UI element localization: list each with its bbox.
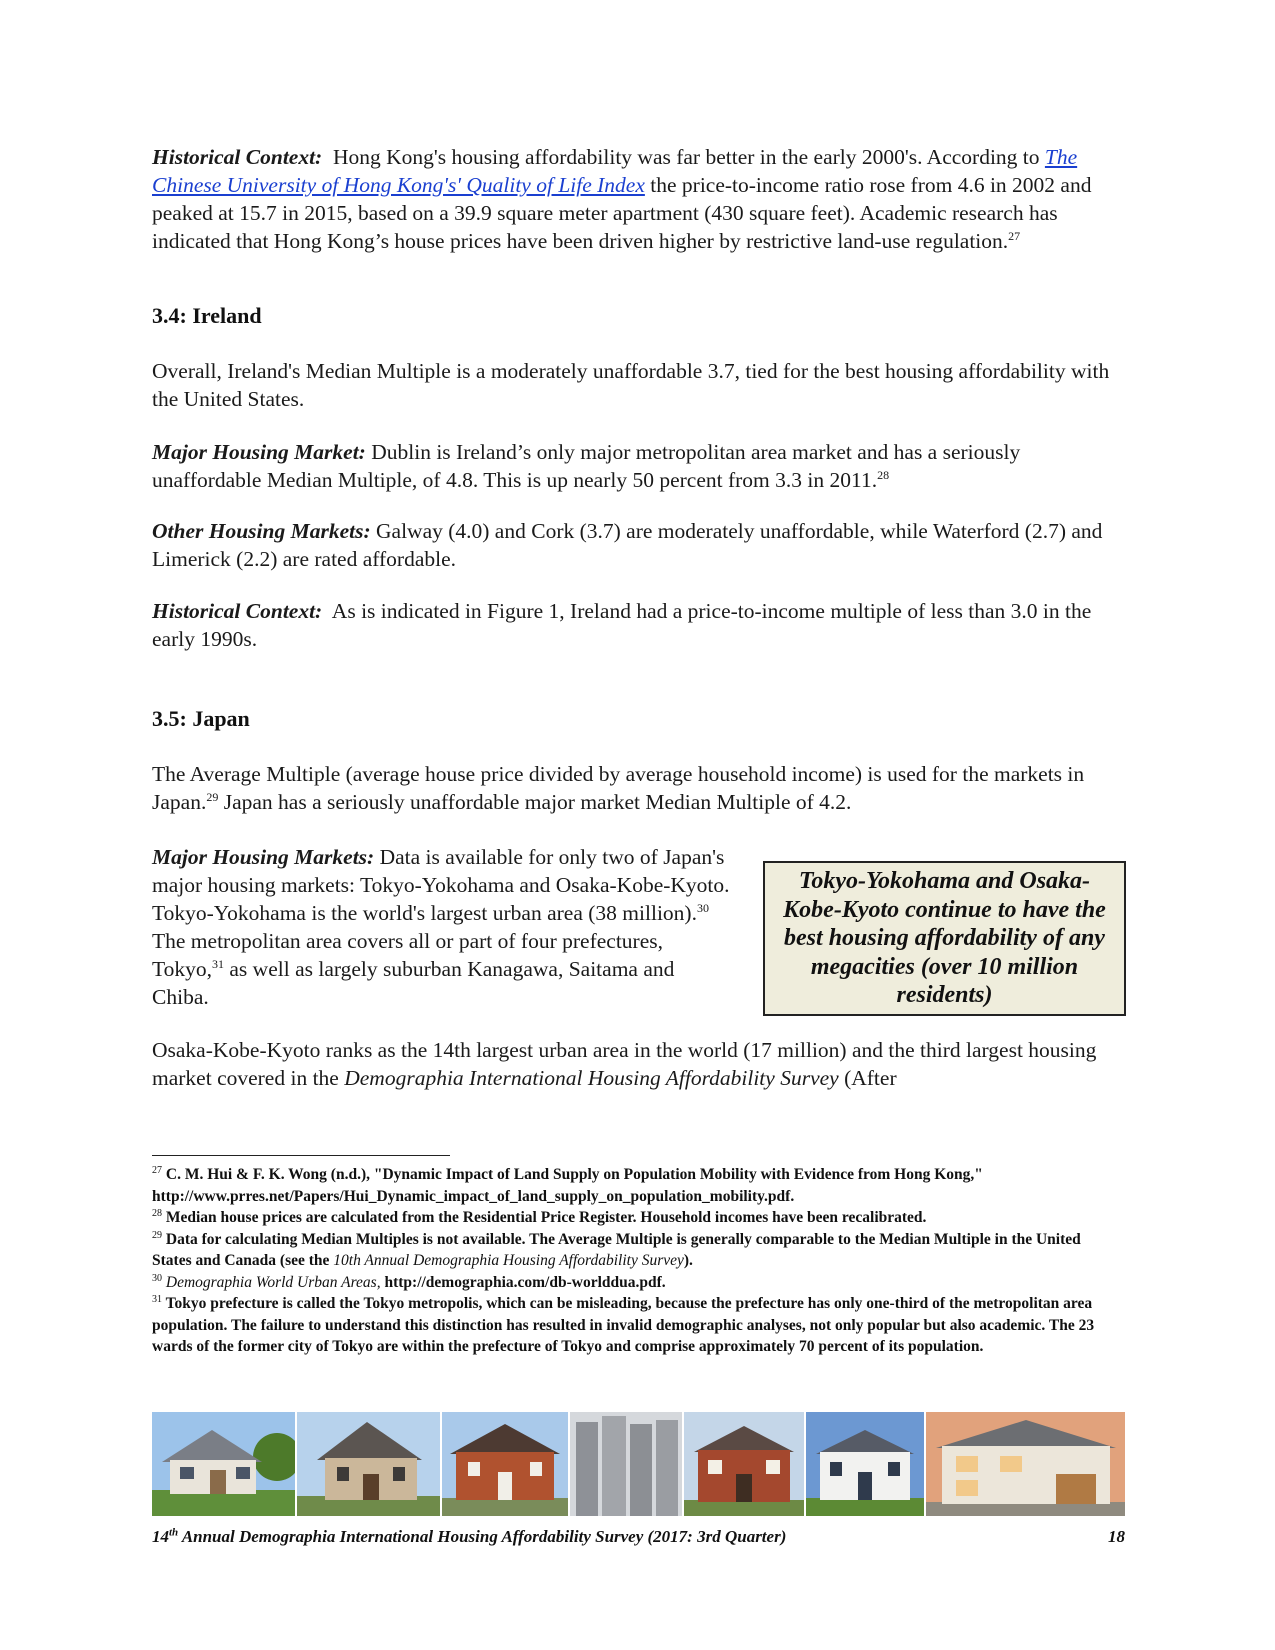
ireland-major-lead: Major Housing Market: <box>152 440 366 464</box>
footnote-text-end: ). <box>683 1252 693 1269</box>
section-heading-japan: 3.5: Japan <box>152 706 250 731</box>
footnote-italic-title: 10th Annual Demographia Housing Affordability Survey <box>333 1252 684 1269</box>
hk-historical-text2: the price-to-income ratio rose from 4.6 in 2002 and peaked at 15.7 in 2015, based on a 39.9 square meter apartment (430 square feet). Academic research has indicated that Hong Kong’s house prices have been driven higher by restrictive land-use regulation. <box>152 173 1092 253</box>
footnote-text: Tokyo prefecture is called the Tokyo metropolis, which can be misleading, because the prefecture has only one-third of the metropolitan area population. The failure to understand this distinction has resulted in invalid demographic analyses, not only popular but also academic. The 23 wards of the former city of Tokyo are within the prefecture of Tokyo and comprise approximately 70 percent of its population. <box>152 1295 1095 1355</box>
ireland-major-market-paragraph <box>152 438 1122 494</box>
ireland-historical-paragraph <box>152 597 1122 653</box>
footnote-number: 29 <box>152 1229 162 1241</box>
footer-edition: 14 <box>152 1527 169 1546</box>
page-number: 18 <box>1108 1527 1125 1546</box>
ireland-other-lead: Other Housing Markets: <box>152 519 371 543</box>
footnote-31 <box>152 1293 1122 1358</box>
japan-avg-text2: Japan has a seriously unaffordable major market Median Multiple of 4.2. <box>223 790 852 814</box>
footnote-ref-27[interactable]: 27 <box>1008 228 1021 243</box>
ireland-other-markets-paragraph <box>152 517 1122 573</box>
footnote-divider <box>152 1155 450 1156</box>
footnote-text: Median house prices are calculated from the Residential Price Register. Household incomes have been recalibrated. <box>165 1209 927 1226</box>
callout-text: Tokyo-Yokohama and Osaka-Kobe-Kyoto continue to have the best housing affordability of any megacities (over 10 million residents) <box>783 868 1106 1009</box>
footer-edition-suffix: th <box>169 1526 179 1539</box>
osaka-text1: Osaka-Kobe-Kyoto ranks as the 14th largest urban area in the world (17 million) and the third largest housing market covered in the <box>152 1038 1097 1090</box>
footnote-url: http://demographia.com/db-worlddua.pdf. <box>384 1273 666 1291</box>
ireland-hist-text: As is indicated in Figure 1, Ireland had a price-to-income multiple of less than 3.0 in the early 1990s. <box>152 599 1092 651</box>
footnote-28 <box>152 1207 1122 1229</box>
footnote-27 <box>152 1164 1122 1207</box>
osaka-text2: (After <box>844 1066 897 1090</box>
japan-major-lead: Major Housing Markets: <box>152 845 375 869</box>
japan-avg-text1: The Average Multiple (average house price divided by average household income) is used for the markets in Japan. <box>152 762 1085 814</box>
footer-title <box>152 1527 786 1547</box>
house-photo-7 <box>926 1412 1125 1516</box>
hk-historical-paragraph <box>152 143 1122 255</box>
house-photo-6 <box>806 1412 924 1516</box>
survey-title: Demographia International Housing Affordability Survey <box>344 1066 839 1090</box>
footnote-italic-title: Demographia World Urban Areas, <box>165 1273 381 1291</box>
footnote-number: 27 <box>152 1164 162 1176</box>
footnote-ref-28[interactable]: 28 <box>877 467 890 482</box>
footer-title-text: Annual Demographia International Housing Affordability Survey (2017: 3rd Quarter) <box>181 1527 787 1546</box>
footnote-ref-31[interactable]: 31 <box>212 956 225 971</box>
house-photo-4 <box>570 1412 682 1516</box>
page-footer <box>152 1527 1125 1551</box>
footnote-number: 30 <box>152 1272 162 1284</box>
footnote-number: 28 <box>152 1207 162 1219</box>
footnote-number: 31 <box>152 1293 162 1305</box>
footnote-30 <box>152 1272 1122 1294</box>
section-heading-ireland: 3.4: Ireland <box>152 303 262 328</box>
japan-average-multiple-paragraph <box>152 760 1122 816</box>
house-photo-1 <box>152 1412 295 1516</box>
japan-major-text1: Data is available for only two of Japan's major housing markets: Tokyo-Yokohama and Osaka-Kobe-Kyoto. Tokyo-Yokohama is the world's largest urban area (38 million). <box>152 845 730 925</box>
footnotes <box>152 1164 1122 1358</box>
footnote-29 <box>152 1229 1122 1272</box>
osaka-paragraph <box>152 1036 1122 1092</box>
footnote-text: Data for calculating Median Multiples is not available. The Average Multiple is generally comparable to the Median Multiple in the United States and Canada (see the <box>152 1230 1081 1269</box>
hk-historical-lead: Historical Context: <box>152 145 323 169</box>
japan-major-text2: The metropolitan area covers all or part of four prefectures, Tokyo, <box>152 929 663 981</box>
hk-historical-text1: Hong Kong's housing affordability was far better in the early 2000's. According to <box>332 145 1040 169</box>
quality-of-life-index-link[interactable]: The Chinese University of Hong Kong's' Quality of Life Index <box>152 145 1078 197</box>
japan-major-text3: as well as largely suburban Kanagawa, Saitama and Chiba. <box>152 957 675 1009</box>
house-photo-2 <box>297 1412 440 1516</box>
ireland-overall-paragraph: Overall, Ireland's Median Multiple is a moderately unaffordable 3.7, tied for the best housing affordability with the United States. <box>152 359 1110 411</box>
ireland-major-text: Dublin is Ireland’s only major metropolitan area market and has a seriously unaffordable Median Multiple, of 4.8. This is up nearly 50 percent from 3.3 in 2011. <box>152 440 1021 492</box>
house-photo-3 <box>442 1412 568 1516</box>
megacities-callout-box <box>763 861 1126 1016</box>
house-photo-5 <box>684 1412 804 1516</box>
japan-major-markets-paragraph <box>152 843 732 1011</box>
house-photo-strip <box>152 1412 1125 1516</box>
ireland-hist-lead: Historical Context: <box>152 599 323 623</box>
footnote-text: C. M. Hui & F. K. Wong (n.d.), "Dynamic Impact of Land Supply on Population Mobility with Evidence from Hong Kong," http://www.prres.net/Papers/Hui_Dynamic_impact_of_land_supply_on_population_mobility.pdf. <box>152 1166 983 1205</box>
ireland-other-text: Galway (4.0) and Cork (3.7) are moderately unaffordable, while Waterford (2.7) and Limerick (2.2) are rated affordable. <box>152 519 1103 571</box>
footnote-ref-30[interactable]: 30 <box>696 900 709 915</box>
footnote-ref-29[interactable]: 29 <box>206 789 219 804</box>
